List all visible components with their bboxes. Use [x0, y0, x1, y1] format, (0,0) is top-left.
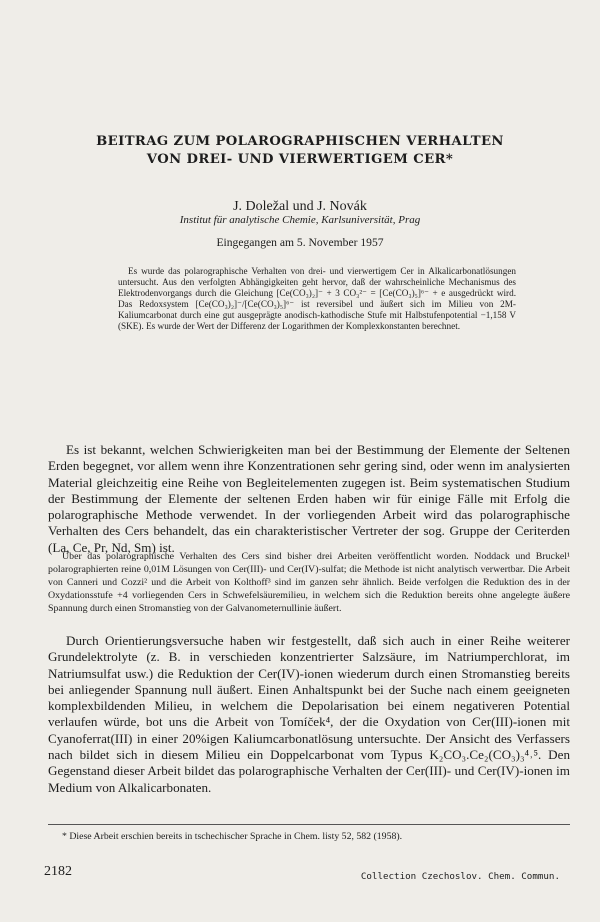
body-section-1 — [48, 442, 570, 556]
footnote-divider — [48, 824, 570, 825]
body-section-small — [48, 551, 570, 616]
abstract — [118, 266, 516, 331]
abstract-text: Es wurde das polarographische Verhalten von drei- und vierwertigem Cer in Alkalicarbonatlösungen untersucht. Aus den verfolgten Abhängigkeiten geht hervor, daß der wahrscheinliche Mechanismus des Elektrodenvorgangs durch die Gleichung [Ce(CO₃)₂]⁻ + 3 CO₃²⁻ = [Ce(CO₃)₅]⁶⁻ + e ausgedrückt wird. Das Redoxsystem [Ce(CO₃)₂]⁻/[Ce(CO₃)₅]⁶⁻ ist reversibel und äußert sich im Milieu von 2M-Kaliumcarbonat durch eine gut ausgeprägte anodisch-kathodische Stufe mit Halbstufenpotential −1,158 V (SKE). Es wurde der Wert der Differenz der Logarithmen der Komplexkonstanten berechnet. — [118, 266, 516, 331]
paragraph-experiments: Durch Orientierungsversuche haben wir festgestellt, daß sich auch in einer Reihe weiterer Grundelektrolyte (z. B. in verschieden konzentrierter Salzsäure, im Natriumperchlorat, im Natriumsulfat usw.) die Reduktion der Cer(IV)-ionen wiederum durch einen Stromanstieg bereits bei anliegender Spannung null äußert. Einen Anhaltspunkt bei der Suche nach einem geeigneten komplexbildenden Milieu, in welchem die Depolarisation bei einem negativeren Potential verlaufen würde, bot uns die Arbeit von Tomíček⁴, der die Oxydation von Cer(III)-ionen mit Cyanoferrat(III) in einer 20%igen Kaliumcarbonatlösung untersuchte. Der Ansicht des Verfassers nach bildet sich in diesem Milieu ein Doppelcarbonat vom Typus K₂CO₃.Ce₂(CO₃)₃⁴˒⁵. Den Gegenstand dieser Arbeit bildet das polarographische Verhalten der Cer(III)- und Cer(IV)-ionen im Medium von Alkalicarbonaten. — [48, 633, 570, 795]
authors: J. Doležal und J. Novák — [233, 199, 367, 214]
paragraph-literature: Über das polarographische Verhalten des Cers sind bisher drei Arbeiten veröffentlicht worden. Noddack und Bruckel¹ polarographierten reine 0,01M Lösungen von Cer(III)- und Cer(IV)-sulfat; die Methode ist nicht analytisch verwertbar. Die Arbeit von Canneri und Cozzi² und die Arbeit von Kolthoff³ sind im ganzen sehr ähnlich. Beide verfolgen die Reduktion des in der Oxydationsstufe +4 vorliegenden Cers in Schwefelsäuremilieu, in welchem sich die Reduktion bereits ohne angelegte äußere Spannung durch einen Stromanstieg von der Galvanometernullinie äußert. — [48, 551, 570, 614]
footnote: * Diese Arbeit erschien bereits in tschechischer Sprache in Chem. listy 52, 582 (1958). — [62, 831, 403, 842]
affiliation: Institut für analytische Chemie, Karlsuniversität, Prag — [179, 214, 421, 226]
paragraph-intro: Es ist bekannt, welchen Schwierigkeiten man bei der Bestimmung der Elemente der Seltenen Erden begegnet, vor allem wenn ihre Konzentrationen sehr gering sind, oder wenn im analysierten Material gleichzeitig eine Reihe von Begleitelementen zugegen ist. Beim systematischen Studium der Bestimmung der Elemente der seltenen Erden haben wir für einige Fälle mit Erfolg die polarographische Methode verwendet. In der vorliegenden Arbeit wird das polarographische Verhalten des Cers behandelt, das ein charakteristischer Vertreter der sog. Gruppe der Ceriterden (La, Ce, Pr, Nd, Sm) ist. — [48, 442, 570, 555]
received-date: Eingegangen am 5. November 1957 — [216, 236, 384, 249]
title-line-2: VON DREI- UND VIERWERTIGEM CER* — [146, 152, 454, 167]
page-number: 2182 — [44, 864, 72, 879]
title-line-1: BEITRAG ZUM POLAROGRAPHISCHEN VERHALTEN — [96, 134, 504, 149]
journal-name: Collection Czechoslov. Chem. Commun. — [360, 871, 560, 882]
body-section-2 — [48, 633, 570, 796]
article-title — [60, 133, 540, 169]
